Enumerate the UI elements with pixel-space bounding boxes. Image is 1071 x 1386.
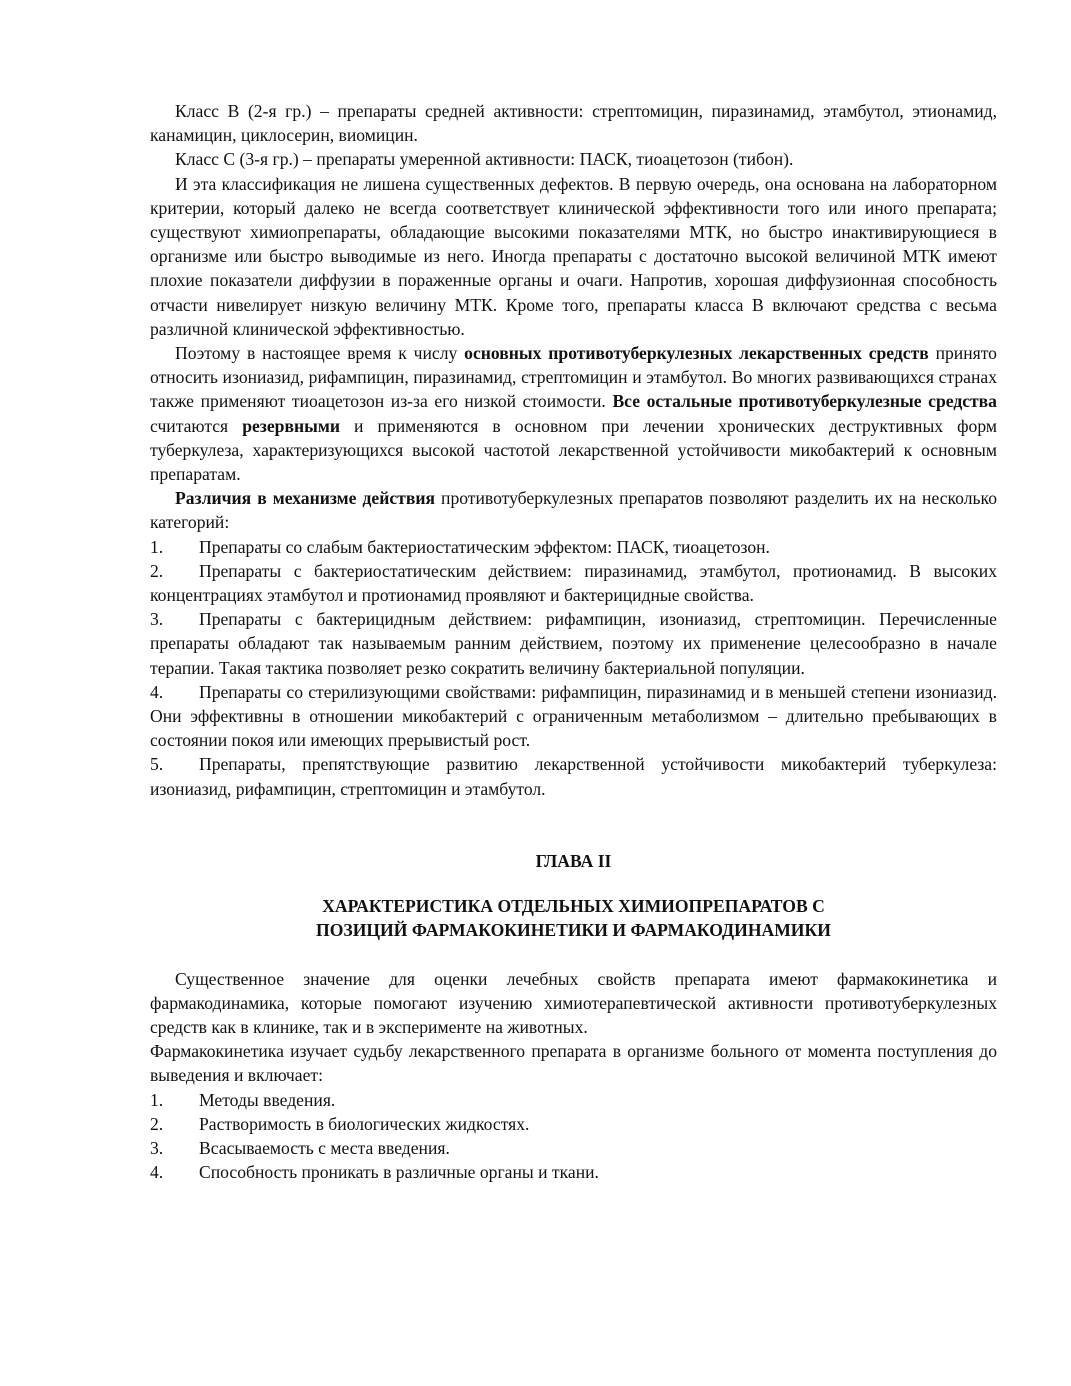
list-item	[150, 607, 997, 680]
paragraph-classification-defects: И эта классификация не лишена существенных дефектов. В первую очередь, она основана на лабораторном критерии, который далеко не всегда соответствует клинической эффективности того или иного препарата; существуют химиопрепараты, обладающие высокими показателями МТК, но быстро инактивирующиеся в организме или быстро выводимые из него. Иногда препараты с достаточно высокой величиной МТК имеют плохие показатели диффузии в пораженные органы и очаги. Напротив, хорошая диффузионная способность отчасти нивелирует низкую величину МТК. Кроме того, препараты класса В включают средства с весьма различной клинической эффективностью.	[150, 173, 997, 339]
list-text: Методы введения.	[199, 1089, 336, 1110]
bold-run-mechanism: Различия в механизме действия	[175, 488, 435, 509]
paragraph-main-drugs	[150, 341, 997, 486]
bold-run-reserve: резервными	[242, 415, 340, 436]
text-run: считаются	[150, 415, 243, 436]
list-text: Препараты с бактериостатическим действием: пиразинамид, этамбутол, протионамид. В высоких концентрациях этамбутол и протионамид проявляют и бактерицидные свойства.	[150, 560, 997, 606]
text-run: Поэтому в настоящее время к числу	[175, 343, 465, 364]
text-run: и применяются в основном при лечении хронических деструктивных форм туберкулеза, характеризующихся высокой частотой лекарственной устойчивости микобактерий к основным препаратам.	[150, 415, 997, 485]
paragraph-mechanism	[150, 486, 997, 534]
list-number: 2.	[150, 560, 164, 581]
paragraph-class-c: Класс С (3-я гр.) – препараты умеренной активности: ПАСК, тиоацетозон (тибон).	[175, 149, 794, 170]
list-item	[150, 1160, 997, 1184]
list-text: Препараты, препятствующие развитию лекарственной устойчивости микобактерий туберкулеза: изониазид, рифампицин, стрептомицин и этамбутол.	[150, 754, 997, 799]
list-item	[150, 680, 997, 753]
list-number: 3.	[150, 1137, 164, 1158]
list-number: 1.	[150, 1089, 164, 1110]
list-number: 4.	[150, 1162, 164, 1183]
list-number: 3.	[150, 609, 164, 630]
chapter-label: ГЛАВА II	[535, 850, 612, 871]
list-text: Препараты с бактерицидным действием: рифампицин, изониазид, стрептомицин. Перечисленные препараты обладают так называемым ранним действием, поэтому их применение целесообразно в начале терапии. Такая тактика позволяет резко сократить величину бактериальной популяции.	[150, 609, 997, 678]
paragraph-pharmacology-intro: Существенное значение для оценки лечебных свойств препарата имеют фармакокинетика и фармакодинамика, которые помогают изучению химиотерапевтической активности противотуберкулезных средств как в клинике, так и в эксперименте на животных.	[150, 968, 997, 1037]
list-text: Всасываемость с места введения.	[199, 1137, 450, 1158]
pharmacokinetics-list	[150, 1088, 997, 1185]
paragraph-pharmacokinetics: Фармакокинетика изучает судьбу лекарственного препарата в организме больного от момента поступления до выведения и включает:	[150, 1041, 997, 1086]
list-text: Препараты со слабым бактериостатическим эффектом: ПАСК, тиоацетозон.	[199, 536, 770, 557]
bold-run-main-drugs: основных противотуберкулезных лекарственных средств	[464, 343, 929, 364]
list-text: Препараты со стерилизующими свойствами: рифампицин, пиразинамид и в меньшей степени изониазид. Они эффективны в отношении микобактерий с ограниченным метаболизмом – длительно пребывающих в состоянии покоя или имеющих прерывистый рост.	[150, 681, 997, 751]
paragraph-class-b: Класс В (2-я гр.) – препараты средней активности: стрептомицин, пиразинамид, этамбутол, этионамид, канамицин, циклосерин, виомицин.	[150, 101, 997, 146]
list-item	[150, 535, 997, 559]
text-run: противотуберкулезных препаратов позволяют разделить их на несколько категорий:	[150, 488, 997, 533]
list-number: 1.	[150, 536, 164, 557]
list-number: 2.	[150, 1113, 164, 1134]
list-number: 4.	[150, 681, 164, 702]
list-item	[150, 1136, 997, 1160]
list-item	[150, 559, 997, 607]
chapter-title-line: ПОЗИЦИЙ ФАРМАКОКИНЕТИКИ И ФАРМАКОДИНАМИКИ	[316, 920, 831, 941]
chapter-title	[150, 894, 997, 942]
list-text: Растворимость в биологических жидкостях.	[199, 1113, 530, 1134]
list-item	[150, 752, 997, 800]
chapter-title-line: ХАРАКТЕРИСТИКА ОТДЕЛЬНЫХ ХИМИОПРЕПАРАТОВ С	[322, 896, 825, 917]
list-item	[150, 1088, 997, 1112]
text-run: принято относить изониазид, рифампицин, пиразинамид, стрептомицин и этамбутол. Во многих развивающихся странах также применяют тиоацетозон из-за его низкой стоимости.	[150, 343, 997, 412]
document-page	[150, 99, 997, 1184]
bold-run-other-drugs: Все остальные противотуберкулезные средства	[612, 391, 997, 412]
list-item	[150, 1112, 997, 1136]
list-text: Способность проникать в различные органы и ткани.	[199, 1162, 599, 1183]
mechanism-list	[150, 535, 997, 801]
list-number: 5.	[150, 754, 164, 775]
